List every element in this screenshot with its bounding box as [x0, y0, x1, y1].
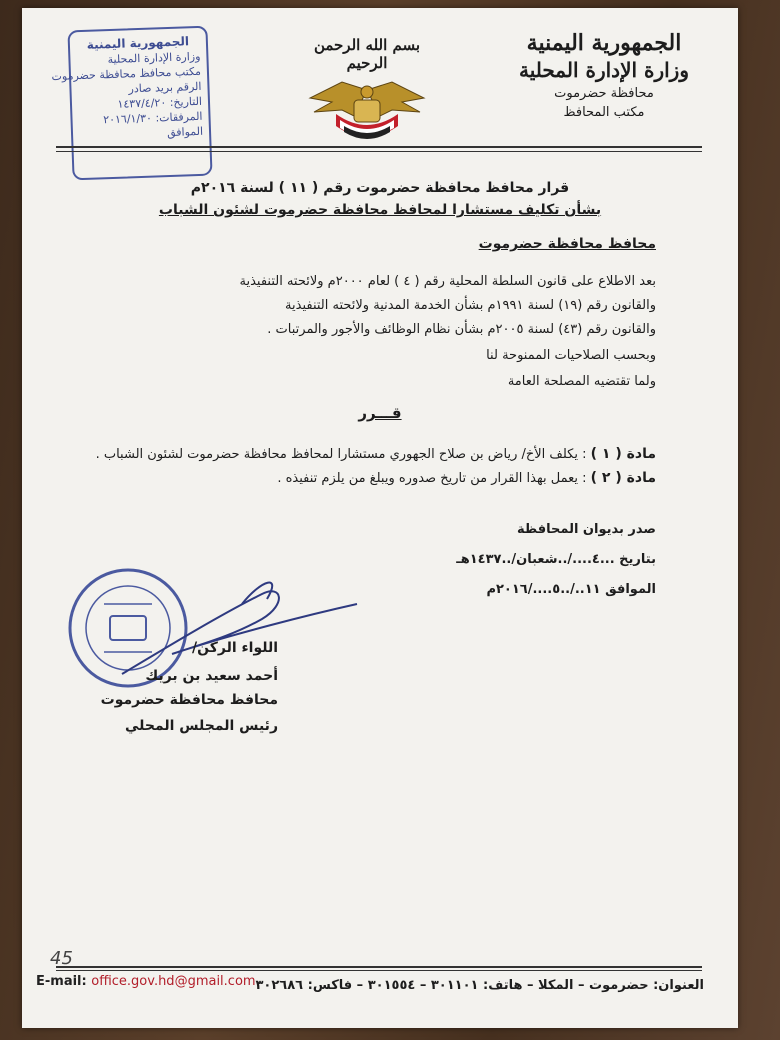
- email-address: office.gov.hd@gmail.com: [91, 974, 256, 989]
- article-label: مادة ( ٢ ): [590, 470, 656, 486]
- decree-title: قرار محافظ محافظة حضرموت رقم ( ١١ ) لسنة ٢٠١٦م: [190, 180, 570, 196]
- issued-at: صدر بديوان المحافظة: [517, 522, 656, 537]
- header-rule-thin: [56, 151, 702, 152]
- document-page: [22, 8, 738, 1028]
- stamp-date-label: التاريخ: [173, 94, 203, 109]
- republic-name: الجمهورية اليمنية: [526, 30, 682, 56]
- issued-hijri-date: بتاريخ ...٤..../..شعبان/..١٤٣٧هـ: [456, 552, 656, 567]
- stamp-number-value: بريد صادر: [128, 80, 174, 96]
- decree-subject: بشأن تكليف مستشارا لمحافظ محافظة حضرموت لشئون الشباب: [158, 202, 602, 218]
- page-number: 45: [50, 948, 73, 969]
- decree-heading: قـــرر: [358, 404, 402, 422]
- article-text: : يكلف الأخ/ رياض بن صلاح الجهوري مستشارا لمحافظ محافظة حضرموت لشئون الشباب .: [95, 447, 587, 462]
- stamp-line-office: مكتب محافظ محافظة حضرموت: [51, 64, 202, 84]
- stamp-number-label: الرقم: [176, 79, 202, 94]
- stamp-title: الجمهورية اليمنية: [86, 34, 190, 52]
- issued-gregorian-date: الموافق ١١../..٥..../٢٠١٦م: [486, 582, 656, 597]
- signatory-name: أحمد سعيد بن بريك: [145, 668, 278, 684]
- footer-email: [36, 974, 256, 989]
- article-text: : يعمل بهذا القرار من تاريخ صدوره ويبلغ من يلزم تنفيذه .: [277, 471, 587, 486]
- stamp-attachments-row: المرفقات: ٢٠١٦/١/٣٠: [102, 109, 203, 127]
- signatory-rank: اللواء الركن/: [192, 640, 278, 656]
- stamp-date-value: ١٤٣٧/٤/٢٠: [117, 96, 167, 111]
- footer-rule-thin: [56, 970, 702, 971]
- stamp-attachments-value: ٢٠١٦/١/٣٠: [102, 111, 153, 127]
- email-label: E-mail:: [36, 974, 87, 989]
- preamble-line: ولما تقتضيه المصلحة العامة: [507, 374, 656, 389]
- letterhead-center: [292, 36, 442, 148]
- article-2: [277, 470, 656, 486]
- footer-address: العنوان: حضرموت – المكلا – هاتف: ٣٠١١٠١ – ٣٠١٥٥٤ – فاكس: ٣٠٢٦٨٦: [255, 978, 704, 993]
- footer-rule: [56, 966, 702, 968]
- preamble-line: بعد الاطلاع على قانون السلطة المحلية رقم ( ٤ ) لعام ٢٠٠٠م ولائحته التنفيذية: [239, 274, 656, 289]
- stamp-date-row: التاريخ: ١٤٣٧/٤/٢٠: [117, 94, 203, 111]
- office-name: مكتب المحافظ: [563, 105, 645, 120]
- signatory-council: رئيس المجلس المحلي: [124, 718, 278, 734]
- stamp-line-ministry: وزارة الإدارة المحلية: [107, 49, 201, 67]
- letterhead-right: [504, 30, 704, 120]
- governorate-name: محافظة حضرموت: [554, 86, 654, 101]
- ministry-name: وزارة الإدارة المحلية: [519, 58, 689, 82]
- preamble-line: والقانون رقم (٤٣) لسنة ٢٠٠٥م بشأن نظام الوظائف والأجور والمرتبات .: [267, 322, 656, 337]
- header-rule: [56, 146, 702, 148]
- incoming-mail-stamp: [51, 26, 212, 181]
- preamble-line: وبحسب الصلاحيات الممنوحة لنا: [486, 348, 656, 363]
- article-1: [96, 446, 656, 462]
- stamp-extra: الموافق: [166, 124, 204, 140]
- article-label: مادة ( ١ ): [590, 446, 656, 462]
- preamble-line: والقانون رقم (١٩) لسنة ١٩٩١م بشأن الخدمة المدنية ولائحته التنفيذية: [285, 298, 656, 313]
- stamp-attachments-label: المرفقات: [158, 109, 203, 125]
- signatory-position: محافظ محافظة حضرموت: [100, 692, 278, 708]
- addressee: محافظ محافظة حضرموت: [478, 236, 656, 252]
- basmala: بسم الله الرحمن الرحيم: [313, 36, 421, 72]
- eagle-emblem-icon: [302, 76, 432, 148]
